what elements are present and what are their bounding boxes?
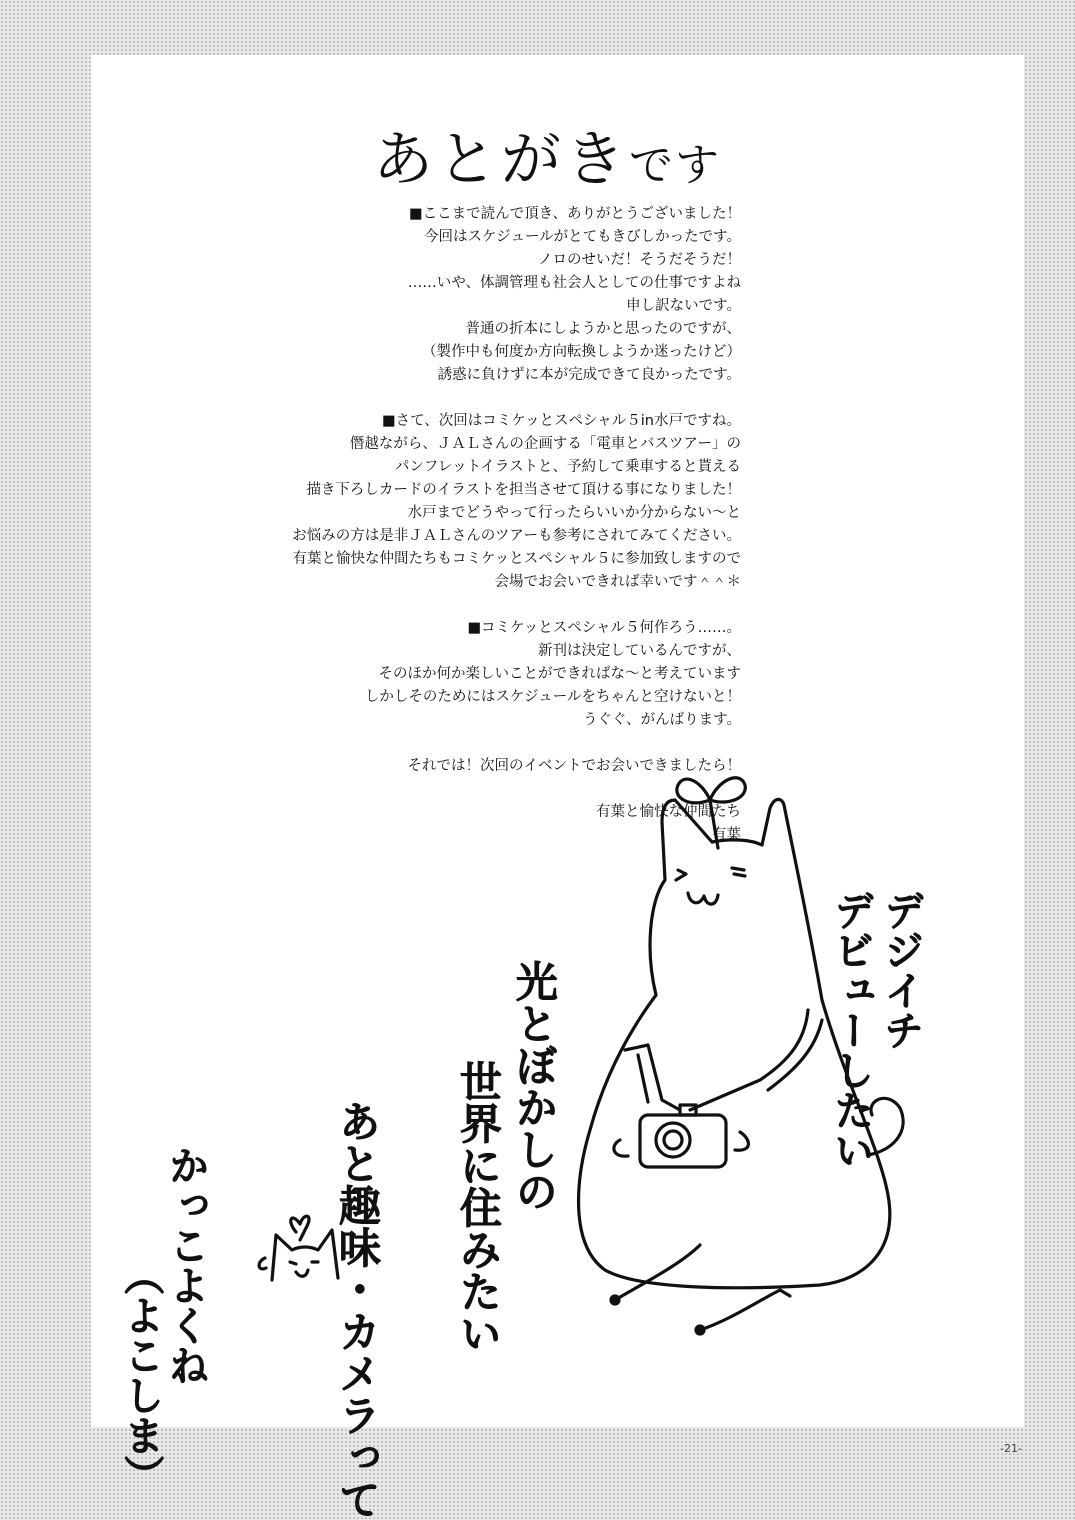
- signature-author: 有葉: [712, 827, 741, 843]
- text-line: 水戸までどうやって行ったらいいか分からない〜と: [407, 505, 741, 521]
- text-line: しかしそのためにはスケジュールをちゃんと空けないと！: [364, 689, 741, 705]
- handwritten-note: デビューしたい: [827, 890, 874, 1170]
- text-line: ■ここまで読んで頂き、ありがとうございました！: [408, 206, 741, 222]
- text-line: 有葉と愉快な仲間たちもコミケッとスペシャル５に参加致しますので: [292, 551, 741, 567]
- text-line: 会場でお会いできれば幸いです＾＾＊: [494, 574, 741, 590]
- text-line: 描き下ろしカードのイラストを担当させて頂ける事になりました！: [306, 482, 741, 498]
- cat-foot-left: [615, 1245, 700, 1300]
- text-line: （製作中も何度か方向転換しようか迷ったけど）: [422, 344, 741, 360]
- handwritten-note: デジイチ: [877, 890, 924, 1050]
- closing-line: それでは！次回のイベントでお会いできましたら！: [407, 758, 741, 774]
- handwritten-note: かっこよくね: [162, 1145, 209, 1385]
- cat-paw-right: [735, 1132, 748, 1150]
- cat-eye-right: [732, 868, 745, 876]
- handwritten-note: 光とぼかしの: [509, 960, 559, 1212]
- handwritten-note: （よこしま）: [117, 1255, 164, 1495]
- cat-paw-left: [614, 1140, 628, 1156]
- cat-foot-right: [700, 1290, 790, 1330]
- text-line: 新刊は決定しているんですが、: [538, 643, 741, 659]
- text-line: ■コミケッとスペシャル５何作ろう……。: [467, 620, 741, 636]
- cat-mouth: [688, 893, 718, 904]
- text-line: ノロのせいだ！そうだそうだ！: [538, 252, 741, 268]
- signature-group: 有葉と愉快な仲間たち: [596, 804, 741, 820]
- title-small: です: [629, 140, 721, 192]
- handwritten-note: あと趣味・カメラって: [332, 1100, 382, 1520]
- text-line: パンフレットイラストと、予約して乗車すると貰える: [394, 459, 741, 475]
- text-line: うぐぐ、がんばります。: [582, 712, 741, 728]
- text-line: お悩みの方は是非ＪＡＬさんのツアーも参考にされてみてください。: [292, 528, 741, 544]
- small-cat-icon: [272, 1230, 338, 1280]
- camera-strap: [625, 1010, 808, 1110]
- text-line: 申し訳ないです。: [626, 298, 741, 314]
- text-line: 普通の折本にしようかと思ったのですが、: [465, 321, 741, 337]
- text-line: 僭越ながら、ＪＡＬさんの企画する「電車とバスツアー」の: [349, 436, 741, 452]
- cat-eye-left: [676, 870, 686, 880]
- text-line: ■さて、次回はコミケッとスペシャル５in水戸ですね。: [381, 413, 741, 429]
- handwritten-note: 世界に住みたい: [453, 1060, 503, 1354]
- page-number: -21-: [1000, 1442, 1022, 1455]
- title-main: あとがき: [373, 125, 629, 196]
- text-line: 誘惑に負けずに本が完成できて良かったです。: [437, 367, 741, 383]
- text-line: ……いや、体調管理も社会人としての仕事ですよね: [407, 275, 741, 291]
- text-line: そのほか何か楽しいことができればな〜と考えています: [378, 666, 741, 682]
- text-line: 今回はスケジュールがとてもきびしかったです。: [424, 229, 741, 245]
